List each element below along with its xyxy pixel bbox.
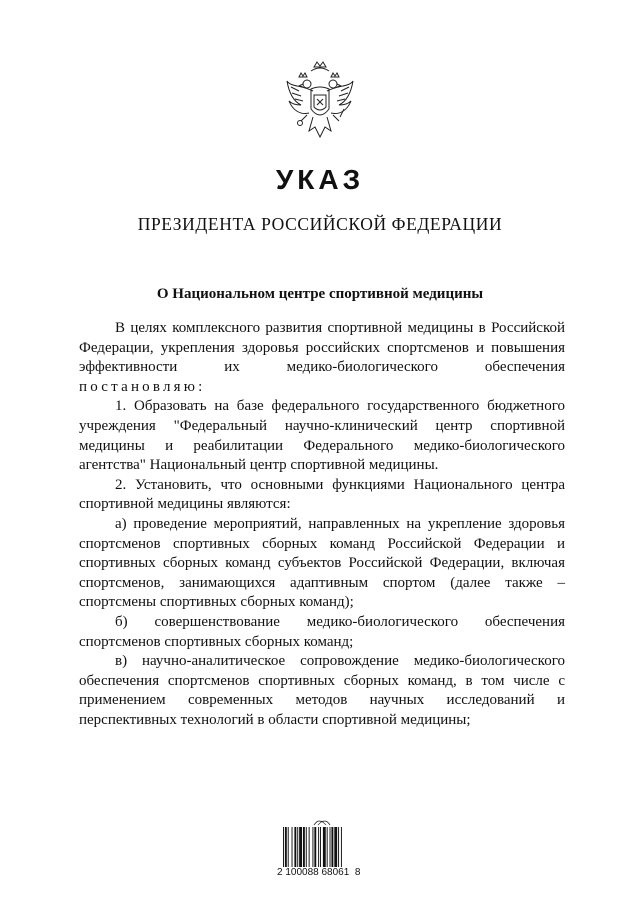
subparagraph-v: в) научно-аналитическое сопровождение медико-биологического обеспечения спортсменов спортивных сборных команд, в том числе с применением современных методов научных исследований и перспективных технологий в области спортивной медицины; — [79, 653, 565, 728]
paragraph-1: 1. Образовать на базе федерального государственного бюджетного учреждения "Федеральный научно-клинический центр спортивной медицины и реабилитации Федерального медико-биологического агентства" Национальный центр спортивной медицины. — [79, 398, 565, 474]
issuer-subtitle: ПРЕЗИДЕНТА РОССИЙСКОЙ ФЕДЕРАЦИИ — [137, 214, 503, 234]
intro-paragraph — [79, 319, 565, 397]
paragraph-2: 2. Установить, что основными функциями Национального центра спортивной медицины являются: — [79, 476, 565, 513]
barcode-number: 2 100088 68061 8 — [277, 867, 361, 878]
document-barcode — [277, 818, 367, 878]
decree-word: постановляю: — [79, 378, 206, 395]
decree-body — [79, 319, 565, 730]
barcode-icon — [283, 827, 361, 867]
intro-text: В целях комплексного развития спортивной медицины в Российской Федерации, укрепления здоровья российских спортсменов и повышения эффективности их медико-биологического обеспечения — [79, 320, 565, 376]
subparagraph-b: б) совершенствование медико-биологического обеспечения спортсменов спортивных сборных команд; — [79, 613, 565, 650]
coat-of-arms-icon — [283, 57, 357, 149]
document-type-title: УКАЗ — [275, 164, 365, 195]
decree-heading: О Национальном центре спортивной медицины — [156, 286, 484, 302]
publisher-mark-icon — [312, 818, 332, 826]
subparagraph-a: а) проведение мероприятий, направленных на укрепление здоровья спортсменов спортивных сборных команд Российской Федерации и спортивных сборных команд субъектов Российской Федерации, включая спортсменов, занимающихся адаптивным спортом (далее также – спортсмены спортивных сборных команд); — [79, 515, 565, 611]
